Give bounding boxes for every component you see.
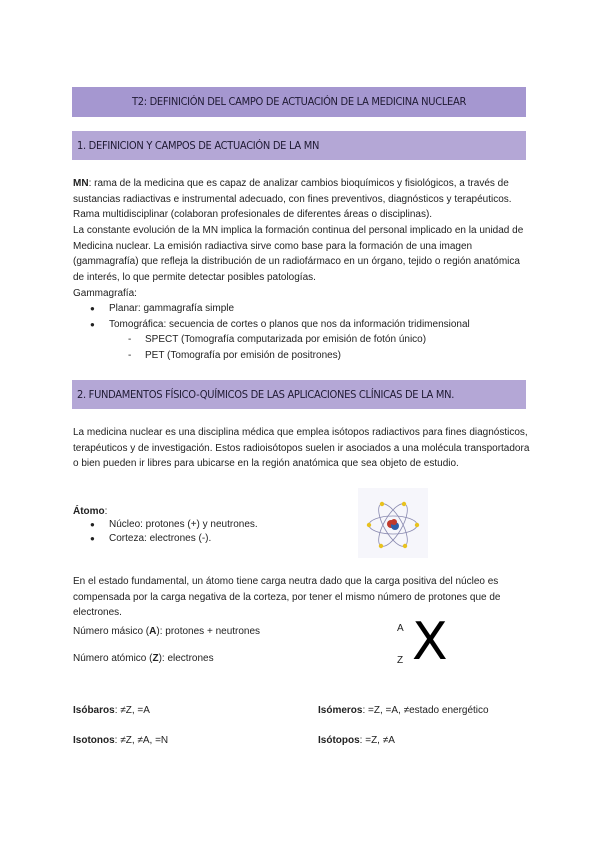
mn-term: MN	[73, 178, 89, 189]
atom-diagram-icon	[358, 488, 428, 558]
subbullet-pet: PET (Tomografía por emisión de positrones)	[145, 350, 342, 361]
isotopos-label: Isótopos	[318, 735, 360, 746]
bullet-corteza: Corteza: electrones (-).	[109, 533, 212, 544]
dash-icon: -	[128, 334, 132, 345]
bullet-tomografica: Tomográfica: secuencia de cortes o planos que nos da información tridimensional	[109, 319, 470, 330]
mass-number-symbol: A	[149, 626, 157, 637]
atomic-number-suffix: ): electrones	[158, 653, 214, 664]
document-title: T2: DEFINICIÓN DEL CAMPO DE ACTUACIÓN DE LA MEDICINA NUCLEAR	[72, 87, 526, 117]
section-2-heading: 2. FUNDAMENTOS FÍSICO-QUÍMICOS DE LAS APLICACIONES CLÍNICAS DE LA MN.	[72, 380, 526, 409]
isobaros-value: : ≠Z, =A	[114, 705, 150, 716]
atomic-number-prefix: Número atómico (	[73, 653, 153, 664]
mass-number-suffix: ): protones + neutrones	[156, 626, 261, 637]
mn-evolution-paragraph: La constante evolución de la MN implica la formación continua del personal implicado en la unidad de Medicina nuclear. La emisión radiactiva sirve como base para la formación de una imagen (gammagrafía) que refleja la distribución de un radiofármaco en un órgano, tejido o región anatómica de interés, lo que permite detectar posibles patologías.	[73, 225, 524, 283]
mass-number-prefix: Número másico (	[73, 626, 150, 637]
element-symbol: X	[412, 612, 448, 672]
isobaros	[73, 703, 293, 719]
mn-definition-text: : rama de la medicina que es capaz de analizar cambios bioquímicos y fisiológicos, a través de sustancias radiactivas e instrumental adecuado, con fines preventivos, diagnósticos y terapéuticos. Rama multidisciplinar (colaboran profesionales de diferentes áreas o disciplinas).	[73, 178, 512, 221]
isotonos	[73, 733, 293, 749]
dash-icon: -	[128, 350, 132, 361]
atomic-number-subscript: Z	[397, 655, 404, 666]
mass-number-superscript: A	[397, 623, 404, 634]
isotopos	[318, 733, 538, 749]
bullet-icon: ●	[90, 304, 95, 313]
isotopos-value: : =Z, ≠A	[359, 735, 395, 746]
mass-number	[73, 624, 533, 640]
subbullet-spect: SPECT (Tomografía computarizada por emisión de fotón único)	[145, 334, 427, 345]
bullet-icon: ●	[90, 534, 95, 543]
isomeros	[318, 703, 538, 719]
atomic-number-symbol: Z	[152, 653, 159, 664]
isomeros-value: : =Z, =A, ≠estado energético	[362, 705, 489, 716]
isomeros-label: Isómeros	[318, 705, 363, 716]
mn-definition	[73, 176, 533, 223]
bullet-icon: ●	[90, 520, 95, 529]
isobaros-label: Isóbaros	[73, 705, 115, 716]
atomo-colon: :	[104, 506, 108, 517]
gammagrafia-label: Gammagrafía:	[73, 288, 137, 299]
fundamental-state-paragraph: En el estado fundamental, un átomo tiene carga neutra dado que la carga positiva del núcleo es compensada por la carga negativa de la corteza, por tener el mismo número de protones que de electrones.	[73, 576, 501, 619]
section-1-heading: 1. DEFINICION Y CAMPOS DE ACTUACIÓN DE LA MN	[72, 131, 526, 160]
isotonos-label: Isotonos	[73, 735, 115, 746]
isotonos-value: : ≠Z, ≠A, =N	[114, 735, 169, 746]
atomo-label: Átomo	[73, 506, 105, 517]
atomic-number	[73, 651, 533, 667]
bullet-icon: ●	[90, 320, 95, 329]
bullet-planar: Planar: gammagrafía simple	[109, 303, 235, 314]
bullet-nucleo: Núcleo: protones (+) y neutrones.	[109, 519, 258, 530]
nuclear-medicine-intro: La medicina nuclear es una disciplina médica que emplea isótopos radiactivos para fines diagnósticos, terapéuticos y de investigación. Estos radioisótopos suelen ir asociados a una molécula transportadora o bien pueden ir libres para ubicarse en la región anatómica que sea objeto de estudio.	[73, 427, 530, 470]
